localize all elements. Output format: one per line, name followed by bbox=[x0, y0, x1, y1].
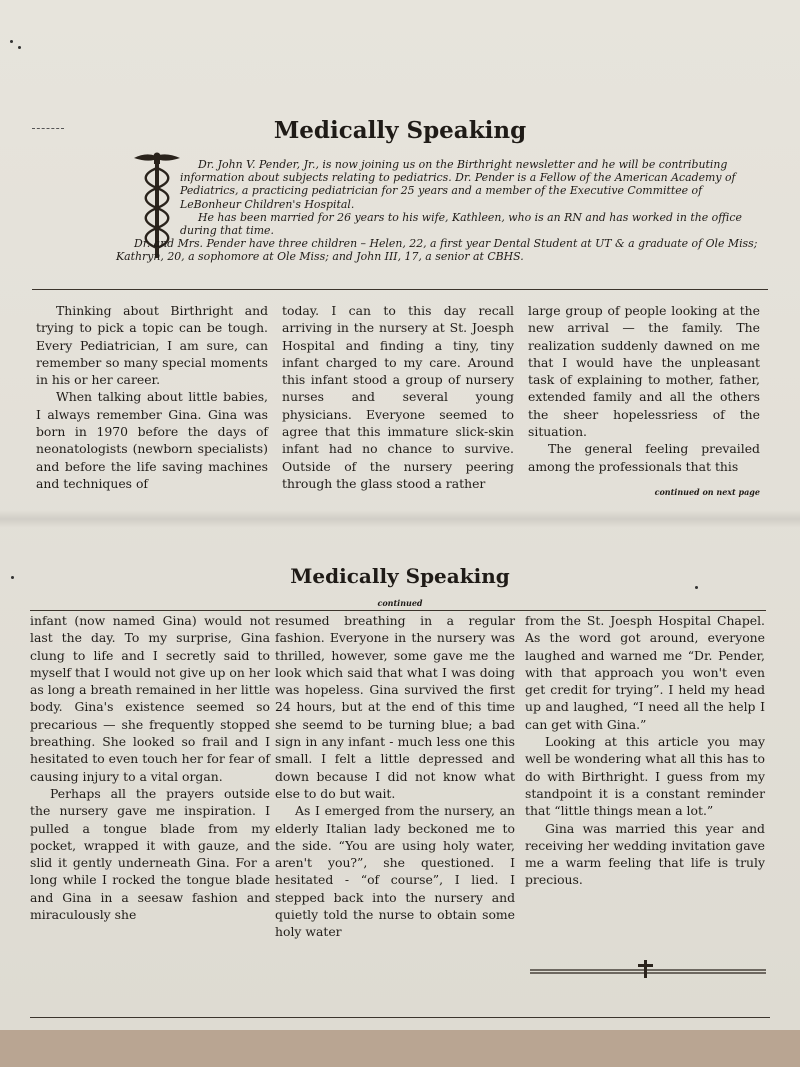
cross-divider-icon bbox=[530, 960, 766, 978]
paragraph: large group of people looking at the new arrival — the family. The realization suddenly dawned on me that I would have the unpleasant task of explaining to mother, father, extended family and all the others the sheer hopelessriess of the situation. bbox=[528, 303, 760, 440]
paragraph: Gina was married this year and receiving her wedding invitation gave me a warm feeling that life is truly precious. bbox=[525, 820, 765, 888]
paragraph: The general feeling prevailed among the professionals that this bbox=[528, 441, 760, 474]
author-intro bbox=[116, 158, 760, 264]
intro-paragraph: Dr. and Mrs. Pender have three children – Helen, 22, a first year Dental Student at UT & a graduate of Ole Miss; Kathryn, 20, a sophomore at Ole Miss; and John III, 17, a senior at CBHS. bbox=[116, 237, 758, 264]
article-column-5 bbox=[275, 612, 515, 941]
intro-paragraph: He has been married for 26 years to his wife, Kathleen, who is an RN and has worked in the office during that time. bbox=[180, 210, 742, 238]
section-rule bbox=[32, 289, 768, 290]
paragraph: resumed breathing in a regular fashion. Everyone in the nursery was thrilled, however, some gave me the look which said that what I was doing was hopeless. Gina survived the first 24 hours, but at the end of this time she seemd to be turning blue; a bad sign in any infant - much less one this small. I felt a little depressed and down because I did not know what else to do but wait. bbox=[275, 613, 515, 801]
continued-note: continued on next page bbox=[654, 487, 760, 497]
article-title: Medically Speaking bbox=[273, 117, 527, 144]
paragraph: from the St. Joesph Hospital Chapel. As the word got around, everyone laughed and warned me “Dr. Pender, with that approach you won't even get credit for trying”. I held my head up and laughed, “I need all the help I can get with Gina.” bbox=[525, 613, 765, 732]
article-column-4 bbox=[30, 612, 270, 923]
paragraph: infant (now named Gina) would not last the day. To my surprise, Gina clung to life and I secretly said to myself that I would not give up on her as long a breath remained in her little body. Gina's existence seemed so precarious — she frequently stopped breathing. She looked so frail and I hesitated to even touch her for fear of causing injury to a vital organ. bbox=[30, 613, 270, 784]
speck bbox=[10, 40, 13, 43]
article-column-1 bbox=[36, 302, 268, 492]
paragraph: Thinking about Birthright and trying to pick a topic can be tough. Every Pediatrician, I am sure, can remember so many special moments in his or her career. bbox=[36, 303, 268, 388]
intro-paragraph: Dr. John V. Pender, Jr., is now joining us on the Birthright newsletter and he will be contributing information about subjects relating to pediatrics. Dr. Pender is a Fellow of the American Academy of Pediatrics, a practicing pediatrician for 25 years and a member of the Executive Committee of LeBonheur Children's Hospital. bbox=[180, 158, 736, 211]
article-title-continued: Medically Speaking bbox=[290, 564, 510, 588]
article-column-6 bbox=[525, 612, 765, 889]
section-rule bbox=[30, 610, 766, 611]
continued-label: continued bbox=[377, 598, 423, 608]
speck bbox=[18, 46, 21, 49]
paragraph: today. I can to this day recall arriving in the nursery at St. Joesph Hospital and finding a tiny, tiny infant charged to my care. Around this infant stood a group of nursery nurses and several young physicians. Everyone seemed to agree that this immature slick-skin infant had no chance to survive. Outside of the nursery peering through the glass stood a rather bbox=[282, 303, 514, 491]
paper-fold bbox=[0, 510, 800, 528]
paragraph: Looking at this article you may well be wondering what all this has to do with Birthright. I guess from my standpoint it is a constant reminder that “little things mean a lot.” bbox=[525, 734, 765, 819]
article-column-3 bbox=[528, 302, 760, 475]
paragraph: When talking about little babies, I always remember Gina. Gina was born in 1970 before the days of neonatologists (newborn specialists) and before the life saving machines and techniques of bbox=[36, 389, 268, 491]
article-column-2 bbox=[282, 302, 514, 492]
paragraph: Perhaps all the prayers outside the nursery gave me inspiration. I pulled a tongue blade from my pocket, wrapped it with gauze, and slid it gently underneath Gina. For a long while I rocked the tongue blade and Gina in a seesaw fashion and miraculously she bbox=[30, 785, 270, 923]
footer-rule bbox=[30, 1017, 770, 1018]
paragraph: As I emerged from the nursery, an elderly Italian lady beckoned me to the side. “You are using holy water, aren't you?”, she questioned. I hesitated - “of course”, I lied. I stepped back into the nursery and quietly told the nurse to obtain some holy water bbox=[275, 803, 515, 940]
